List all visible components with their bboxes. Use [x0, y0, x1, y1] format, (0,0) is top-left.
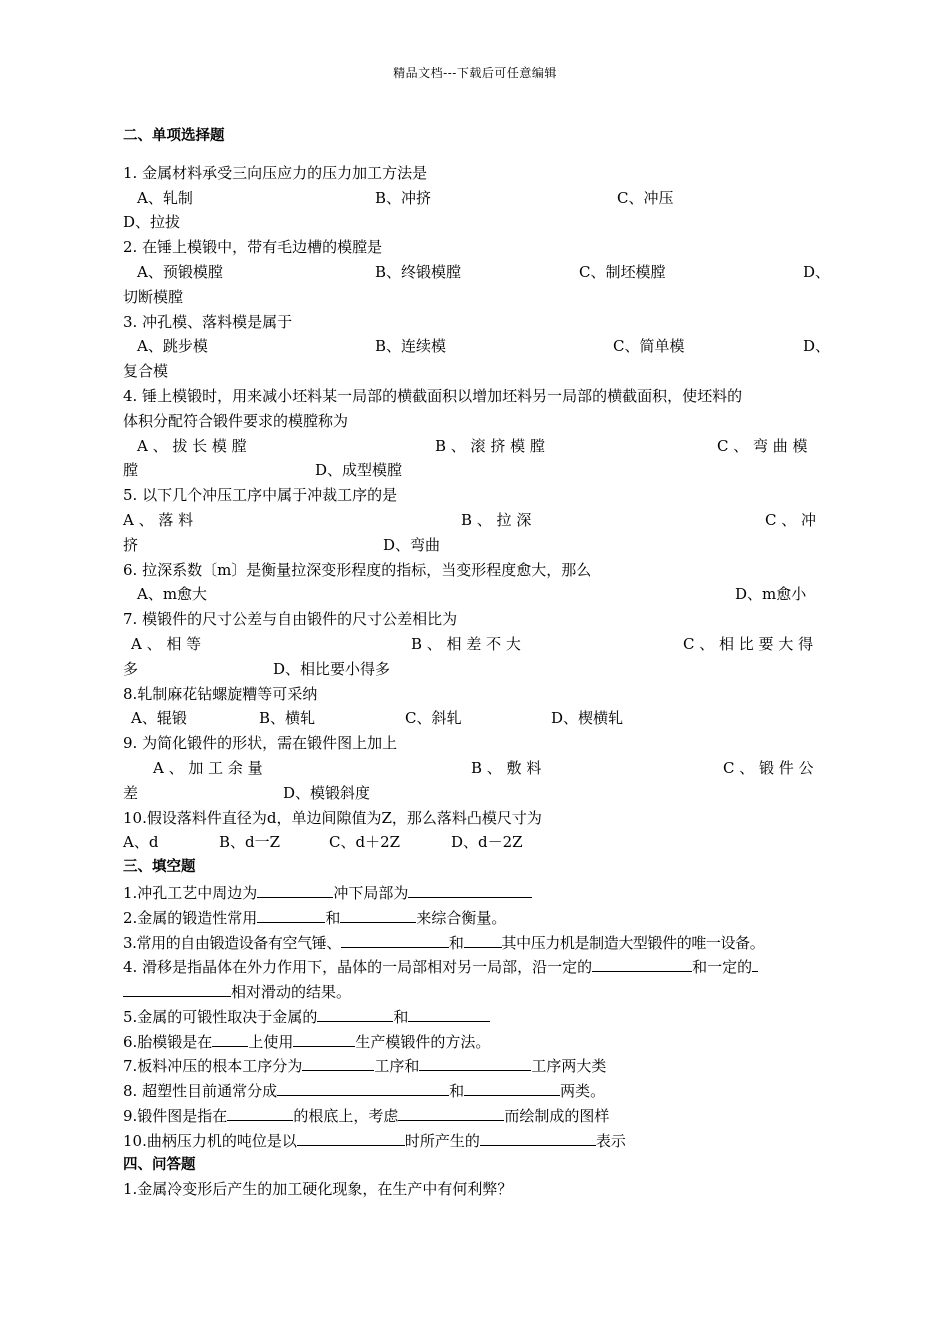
option-b: B、终锻模膛: [375, 262, 462, 281]
question-options: [123, 508, 833, 533]
fill-text: 工序两大类: [531, 1057, 607, 1076]
blank-line: [277, 1078, 449, 1096]
blank-line: [341, 930, 449, 948]
section-title-fill: 三、填空题: [123, 859, 196, 876]
question-options: [123, 186, 833, 211]
option-d: D、楔横轧: [551, 709, 624, 728]
fill-text: 的根底上，考虑: [293, 1107, 399, 1126]
option-d: D、拉拔: [123, 213, 181, 232]
blank-line: [257, 905, 325, 923]
option-c: C 、 锻 件 公: [723, 758, 814, 777]
fill-item-3: [123, 930, 833, 955]
option-a: A 、 加 工 余 量: [153, 758, 263, 777]
fill-item-7: [123, 1053, 833, 1078]
blank-line: [212, 1029, 248, 1047]
question-options-continued: [123, 458, 833, 483]
option-a: A 、 拔 长 模 膛: [137, 436, 247, 455]
fill-item-4: [123, 954, 833, 979]
option-c: C、d＋2Z: [329, 833, 401, 852]
option-b: B、冲挤: [375, 188, 432, 207]
blank-line: [123, 979, 231, 997]
option-d-continued: 复合模: [123, 362, 169, 381]
option-b: B 、 拉 深: [461, 510, 532, 529]
option-a: A、辊锻: [131, 709, 187, 728]
option-b: B 、 敷 料: [471, 758, 542, 777]
question-options: [123, 582, 833, 607]
question-options: [123, 260, 833, 285]
question-options: [123, 632, 833, 657]
option-a: A、跳步模: [137, 337, 208, 356]
blank-line: [297, 1128, 405, 1146]
fill-text: 8. 超塑性目前通常分成: [123, 1082, 278, 1101]
question-options: [123, 756, 833, 781]
fill-text: 3.常用的自由锻造设备有空气锤、: [123, 933, 341, 952]
question-stem: 6. 拉深系数〔m〕是衡量拉深变形程度的指标，当变形程度愈大，那么: [123, 560, 592, 579]
blank-line: [302, 1053, 374, 1071]
fill-text: 1.冲孔工艺中周边为: [123, 883, 258, 902]
question-stem: 3. 冲孔模、落料模是属于: [123, 312, 293, 331]
fill-text: 来综合衡量。: [416, 908, 507, 927]
option-c: C 、 冲: [765, 510, 817, 529]
option-c-continued: 差: [123, 783, 139, 802]
blank-line: [464, 1078, 560, 1096]
option-b: B 、 滚 挤 模 膛: [435, 436, 545, 455]
blank-line: [398, 1103, 504, 1121]
fill-text: 其中压力机是制造大型锻件的唯一设备。: [501, 933, 765, 952]
question-stem: 8.轧制麻花钻螺旋糟等可采纳: [123, 684, 318, 703]
option-c: C、简单模: [613, 337, 685, 356]
fill-text: 7.板料冲压的根本工序分为: [123, 1057, 303, 1076]
option-d: D、弯曲: [383, 535, 441, 554]
fill-item-4-continued: [123, 979, 833, 1004]
fill-text: 而绘制成的图样: [504, 1107, 610, 1126]
option-c: C、冲压: [617, 188, 674, 207]
option-d: D、模锻斜度: [283, 783, 371, 802]
option-b: B 、 相 差 不 大: [411, 634, 521, 653]
fill-text: 冲下局部为: [333, 883, 409, 902]
fill-item-1: [123, 880, 833, 905]
blank-line: [752, 954, 758, 972]
fill-text: 时所产生的: [404, 1131, 480, 1150]
option-c-continued: 挤: [123, 535, 139, 554]
fill-text: 生产模锻件的方法。: [355, 1032, 491, 1051]
qa-question-1: 1.金属冷变形后产生的加工硬化现象，在生产中有何利弊？: [123, 1180, 513, 1199]
question-options: [123, 830, 833, 855]
option-c-continued: 多: [123, 659, 139, 678]
fill-item-9: [123, 1103, 833, 1128]
blank-line: [480, 1128, 596, 1146]
blank-line: [293, 1029, 355, 1047]
fill-text: 表示: [595, 1131, 626, 1150]
question-stem: 7. 模锻件的尺寸公差与自由锻件的尺寸公差相比为: [123, 610, 458, 629]
blank-line: [340, 905, 416, 923]
option-c-continued: 膛: [123, 461, 139, 480]
question-stem: 2. 在锤上模锻中，带有毛边槽的模膛是: [123, 238, 383, 257]
option-d: D、: [803, 337, 831, 356]
fill-item-5: [123, 1004, 833, 1029]
option-b: B、d一Z: [219, 833, 281, 852]
fill-text: 工序和: [374, 1057, 420, 1076]
option-a: A 、 落 料: [123, 510, 194, 529]
blank-line: [419, 1053, 531, 1071]
option-c: C 、 弯 曲 模: [717, 436, 808, 455]
fill-text: 两类。: [560, 1082, 606, 1101]
question-options: [123, 706, 833, 731]
question-stem: 9. 为简化锻件的形状，需在锻件图上加上: [123, 734, 398, 753]
option-c: C 、 相 比 要 大 得: [683, 634, 814, 653]
fill-text: 2.金属的锻造性常用: [123, 908, 258, 927]
fill-text: 和: [448, 933, 464, 952]
fill-text: 10.曲柄压力机的吨位是以: [123, 1131, 297, 1150]
question-options-continued: [123, 533, 833, 558]
fill-text: 和: [325, 908, 341, 927]
blank-line: [317, 1004, 393, 1022]
fill-text: 上使用: [248, 1032, 294, 1051]
question-stem-continued: 体积分配符合锻件要求的模膛称为: [123, 411, 349, 430]
option-c: C、斜轧: [405, 709, 462, 728]
blank-line: [408, 880, 532, 898]
fill-text: 4. 滑移是指晶体在外力作用下，晶体的一局部相对另一局部，沿一定的: [123, 958, 593, 977]
blank-line: [592, 954, 692, 972]
blank-line: [408, 1004, 490, 1022]
blank-line: [227, 1103, 293, 1121]
fill-item-2: [123, 905, 833, 930]
option-b: B、连续模: [375, 337, 447, 356]
fill-text: 9.锻件图是指在: [123, 1107, 228, 1126]
fill-text: 6.胎模锻是在: [123, 1032, 213, 1051]
option-d: D、相比要小得多: [273, 659, 391, 678]
fill-text: 和一定的: [692, 958, 753, 977]
fill-text: 相对滑动的结果。: [231, 983, 352, 1002]
question-options-continued: [123, 657, 833, 682]
page-watermark: 精品文档---下载后可任意编辑: [393, 66, 557, 80]
blank-line: [257, 880, 333, 898]
section-title-choice: 二、单项选择题: [123, 128, 225, 144]
question-options-continued: [123, 781, 833, 806]
fill-text: 和: [393, 1007, 409, 1026]
question-stem: 4. 锤上模锻时，用来减小坯料某一局部的横截面积以增加坯料另一局部的横截面积，使坯料的: [123, 386, 743, 405]
question-stem: 10.假设落料件直径为d，单边间隙值为Z，那么落料凸模尺寸为: [123, 808, 542, 827]
document-body: [123, 124, 833, 1202]
option-a: A、轧制: [137, 188, 193, 207]
option-d: D、m愈小: [735, 585, 807, 604]
section-title-qa: 四、问答题: [123, 1156, 196, 1173]
fill-text: 和: [449, 1082, 465, 1101]
fill-item-8: [123, 1078, 833, 1103]
question-options: [123, 434, 833, 459]
option-d: D、d－2Z: [451, 833, 523, 852]
option-a: A、m愈大: [137, 585, 208, 604]
fill-item-10: [123, 1128, 833, 1153]
option-b: B、横轧: [259, 709, 316, 728]
option-a: A、预锻模膛: [137, 262, 223, 281]
option-d: D、: [803, 262, 831, 281]
fill-item-6: [123, 1029, 833, 1054]
question-options: [123, 334, 833, 359]
option-d-continued: 切断模膛: [123, 287, 184, 306]
fill-text: 5.金属的可锻性取决于金属的: [123, 1007, 318, 1026]
option-a: A 、 相 等: [131, 634, 202, 653]
option-a: A、d: [123, 833, 159, 852]
question-stem: 5. 以下几个冲压工序中属于冲裁工序的是: [123, 486, 398, 505]
option-d: D、成型模膛: [315, 461, 403, 480]
option-c: C、制坯模膛: [579, 262, 666, 281]
blank-line: [464, 930, 502, 948]
question-stem: 1. 金属材料承受三向压应力的压力加工方法是: [123, 163, 428, 182]
